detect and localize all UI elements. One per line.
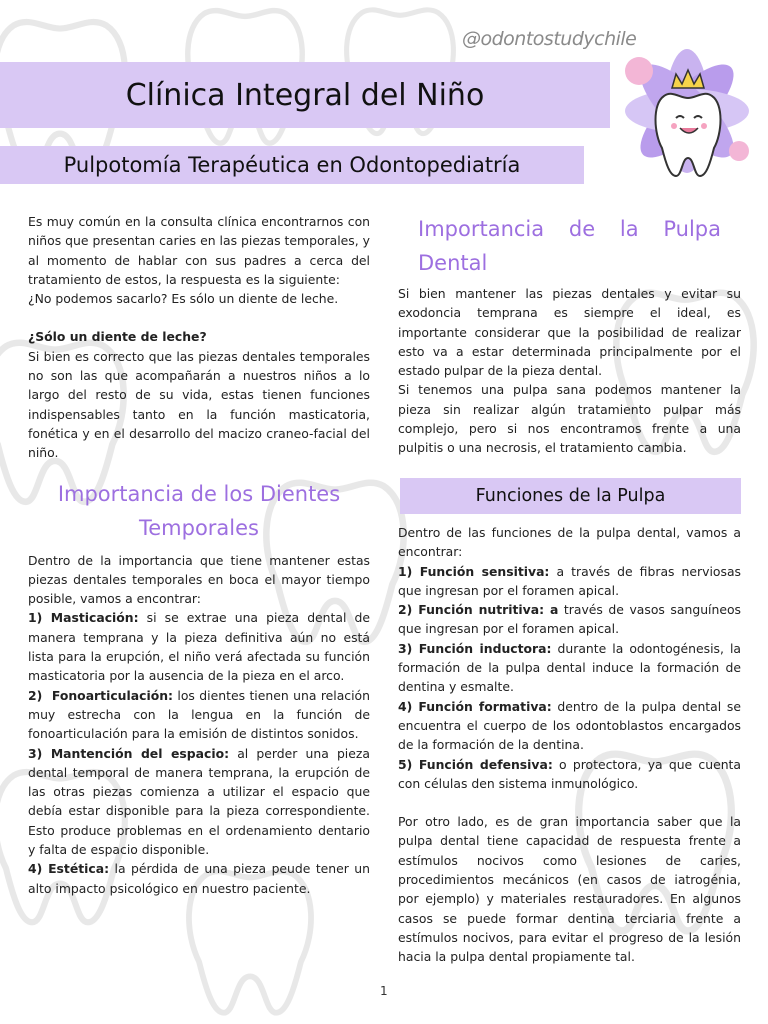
tooth-mascot-icon xyxy=(612,26,762,196)
pulpa-paragraph-2: Si tenemos una pulpa sana podemos mantener la pieza sin realizar algún tratamiento pulpar más complejo, pero si nos encontramos frente a una pulpitis o una necrosis, el tratamiento cambia. xyxy=(398,382,741,456)
funciones-heading: Funciones de la Pulpa xyxy=(400,478,741,514)
right-column-bottom xyxy=(398,523,741,967)
list-item: 2) Fonoarticulación: los dientes tienen una relación muy estrecha con la lengua en la función de fonoarticulación para la emisión de distintos sonidos. xyxy=(28,687,370,742)
page-number: 1 xyxy=(380,984,388,998)
section-heading-dientes: Importancia de los Dientes Temporales xyxy=(57,481,341,540)
list-item: 3) Mantención del espacio: al perder una pieza dental temporal de manera temprana, la erupción de las otras piezas comienza a utilizar el espacio que debía estar disponible para la pieza correspondiente. Esto produce problemas en el ordenamiento dentario y falta de espacio disponible. xyxy=(28,745,370,858)
right-column-top xyxy=(398,212,741,458)
left-column xyxy=(28,212,370,898)
list-item: 2) Función nutritiva: a través de vasos sanguíneos que ingresan por el foramen apical. xyxy=(398,602,741,637)
question-heading: ¿Sólo un diente de leche? xyxy=(28,329,207,345)
intro-quote: ¿No podemos sacarlo? Es sólo un diente de leche. xyxy=(28,291,339,307)
list-item: 4) Estética: la pérdida de una pieza peude tener un alto impacto psicológico en nuestro paciente. xyxy=(28,861,370,896)
intro-paragraph: Es muy común en la consulta clínica encontrarnos con niños que presentan caries en las piezas temporales, y al momento de hablar con sus padres a cerca del tratamiento de estos, la respuesta es la siguiente: xyxy=(28,214,370,287)
list-item: 3) Función inductora: durante la odontogénesis, la formación de la pulpa dental induce la formación de dentina y esmalte. xyxy=(398,640,741,695)
page-title: Clínica Integral del Niño xyxy=(125,77,485,113)
list-item: 4) Función formativa: dentro de la pulpa dental se encuentra el cuerpo de los odontoblastos encargados de la formación de la dentina. xyxy=(398,698,741,753)
functions-intro: Dentro de las funciones de la pulpa dental, vamos a encontrar: xyxy=(398,525,741,560)
section-heading-pulpa: Importancia de la Pulpa Dental xyxy=(418,217,721,275)
page-subtitle: Pulpotomía Terapéutica en Odontopediatría xyxy=(63,153,521,177)
list-item: 5) Función defensiva: o protectora, ya que cuenta con células den sistema inmunológico. xyxy=(398,756,741,791)
question-paragraph: Si bien es correcto que las piezas dentales temporales no son las que acompañarán a nuestros niños a lo largo del resto de su vida, estas tienen funciones indispensables tanto en la función masticatoria, fonética y en el desarrollo del macizo craneo-facial del niño. xyxy=(28,348,370,461)
closing-paragraph: Por otro lado, es de gran importancia saber que la pulpa dental tiene capacidad de respuesta frente a estímulos nocivos como lesiones de caries, procedimientos mecánicos (en casos de iatrogénia, por ejemplo) y materiales restauradores. En algunos casos se puede formar dentina terciaria frente a estímulos nocivos, para evitar el progreso de la lesión hacia la pulpa dental propiamente tal. xyxy=(398,814,741,965)
list-item: 1) Masticación: si se extrae una pieza dental de manera temprana y la pieza definitiva aún no está lista para la erupción, el niño verá afectada su función masticatoria por la ausencia de la pieza en el arco. xyxy=(28,610,370,684)
list-item: 1) Función sensitiva: a través de fibras nerviosas que ingresan por el foramen apical. xyxy=(398,563,741,598)
instagram-handle: @odontostudychile xyxy=(462,28,637,50)
pulpa-paragraph-1: Si bien mantener las piezas dentales y evitar su exodoncia temprana es siempre el ideal, es importante considerar que la posibilidad de realizar esto va a estar determinada principalmente por el estado pulpar de la pieza dental. xyxy=(398,286,741,379)
section-intro-dientes: Dentro de la importancia que tiene mantener estas piezas dentales temporales en boca el mayor tiempo posible, vamos a encontrar: xyxy=(28,552,370,607)
